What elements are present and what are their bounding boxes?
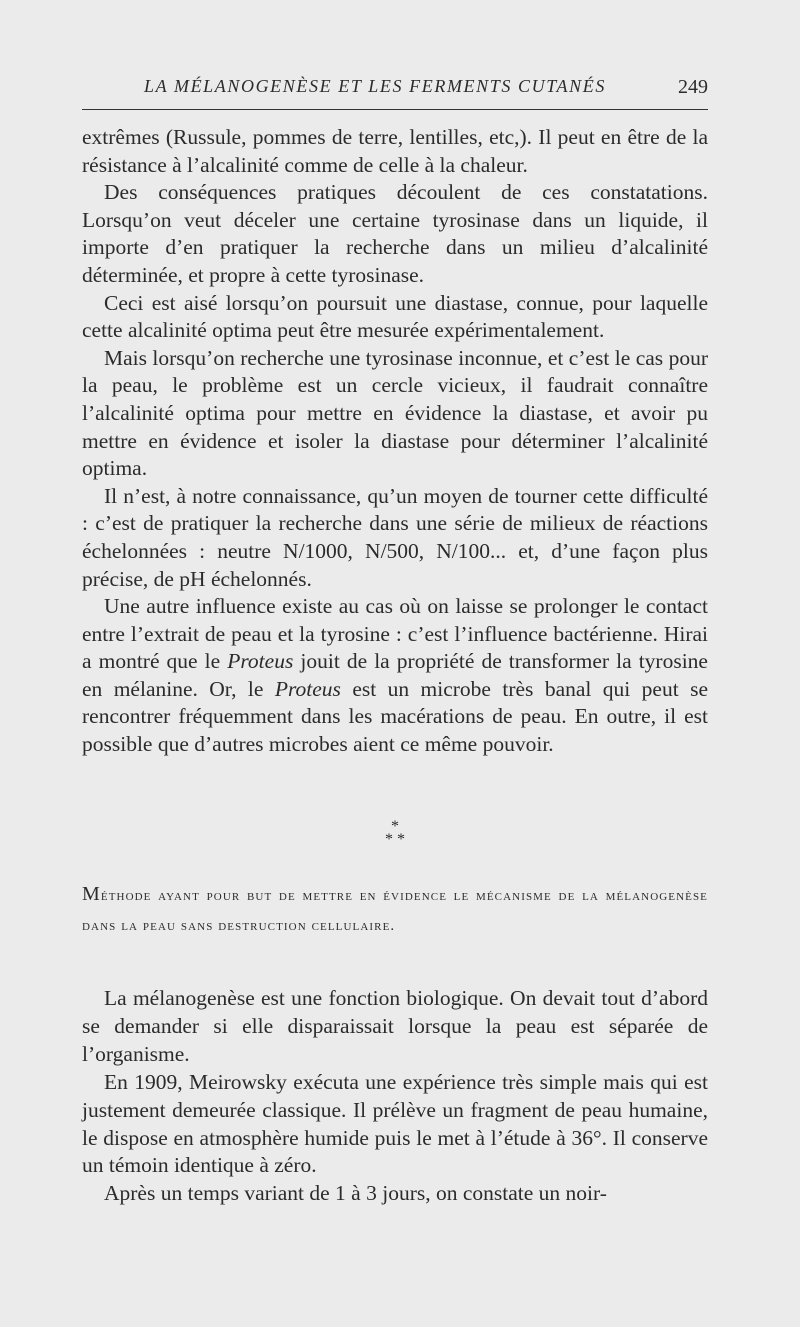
paragraph-6-part-3: est un microbe très banal qui peut se rencontrer fréquemment dans les macérations de peau. En outre, il est possible que d’autres microbes aient ce même pouvoir. bbox=[82, 676, 709, 757]
paragraph-8: En 1909, Meirowsky exécuta une expérience très simple mais qui est justement demeurée classique. Il prélève un fragment de peau humaine, le dispose en atmosphère humide puis le met à l’étude à 36°. Il conserve un témoin identique à zéro. bbox=[82, 1069, 708, 1178]
paragraph-3: Ceci est aisé lorsqu’on poursuit une diastase, connue, pour laquelle cette alcalinité optima peut être mesurée expérimentalement. bbox=[82, 290, 708, 343]
paragraph-7: La mélanogenèse est une fonction biologique. On devait tout d’abord se demander si elle disparaissait lorsque la peau est séparée de l’organisme. bbox=[82, 986, 708, 1066]
running-header bbox=[82, 76, 708, 100]
running-title: LA MÉLANOGENÈSE ET LES FERMENTS CUTANÉS bbox=[144, 76, 606, 96]
proteus-italic-2: Proteus bbox=[274, 676, 341, 701]
asterism-separator bbox=[0, 820, 790, 846]
body-text-top bbox=[82, 124, 708, 759]
paragraph-1: extrêmes (Russule, pommes de terre, lentilles, etc,). Il peut en être de la résistance à l’alcalinité comme de celle à la chaleur. bbox=[82, 125, 708, 177]
page-number: 249 bbox=[678, 76, 708, 98]
section-heading bbox=[82, 880, 708, 941]
section-heading-initial: M bbox=[82, 883, 101, 905]
paragraph-5: Il n’est, à notre connaissance, qu’un moyen de tourner cette difficulté : c’est de pratiquer la recherche dans une série de milieux de réactions échelonnées : neutre N/1000, N/500, N/100... et, d’une façon plus précise, de pH échelonnés. bbox=[82, 483, 708, 591]
paragraph-6-part-1: Une autre influence existe au cas où on laisse se prolonger le contact entre l’extrait de peau et la tyrosine : c’est l’influence bactérienne. Hirai a montré que le bbox=[82, 594, 708, 674]
paragraph-2: Des conséquences pratiques découlent de ces constatations. Lorsqu’on veut déceler une certaine tyrosinase dans un liquide, il importe d’en pratiquer la recherche dans un milieu d’alcalinité déterminée, et propre à cette tyrosinase. bbox=[82, 180, 708, 287]
paragraph-4: Mais lorsqu’on recherche une tyrosinase inconnue, et c’est le cas pour la peau, le problème est un cercle vicieux, il faudrait connaître l’alcalinité optima pour mettre en évidence la diastase, et avoir pu mettre en évidence et isoler la diastase pour déterminer l’alcalinité optima. bbox=[82, 345, 708, 481]
paragraph-6-part-2: jouit de la propriété de transformer la tyrosine en mélanine. Or, le bbox=[82, 649, 708, 701]
asterism-bottom: * * bbox=[385, 831, 405, 848]
proteus-italic-1: Proteus bbox=[227, 649, 294, 674]
body-text-bottom bbox=[82, 985, 708, 1208]
paragraph-6 bbox=[82, 593, 708, 759]
paragraph-9: Après un temps variant de 1 à 3 jours, on constate un noir- bbox=[104, 1181, 607, 1206]
section-heading-text: éthode ayant pour but de mettre en évidence le mécanisme de la mélanogenèse dans la peau sans destruction cellulaire. bbox=[82, 888, 708, 934]
header-rule bbox=[82, 109, 708, 110]
asterism-top: * bbox=[391, 818, 399, 835]
